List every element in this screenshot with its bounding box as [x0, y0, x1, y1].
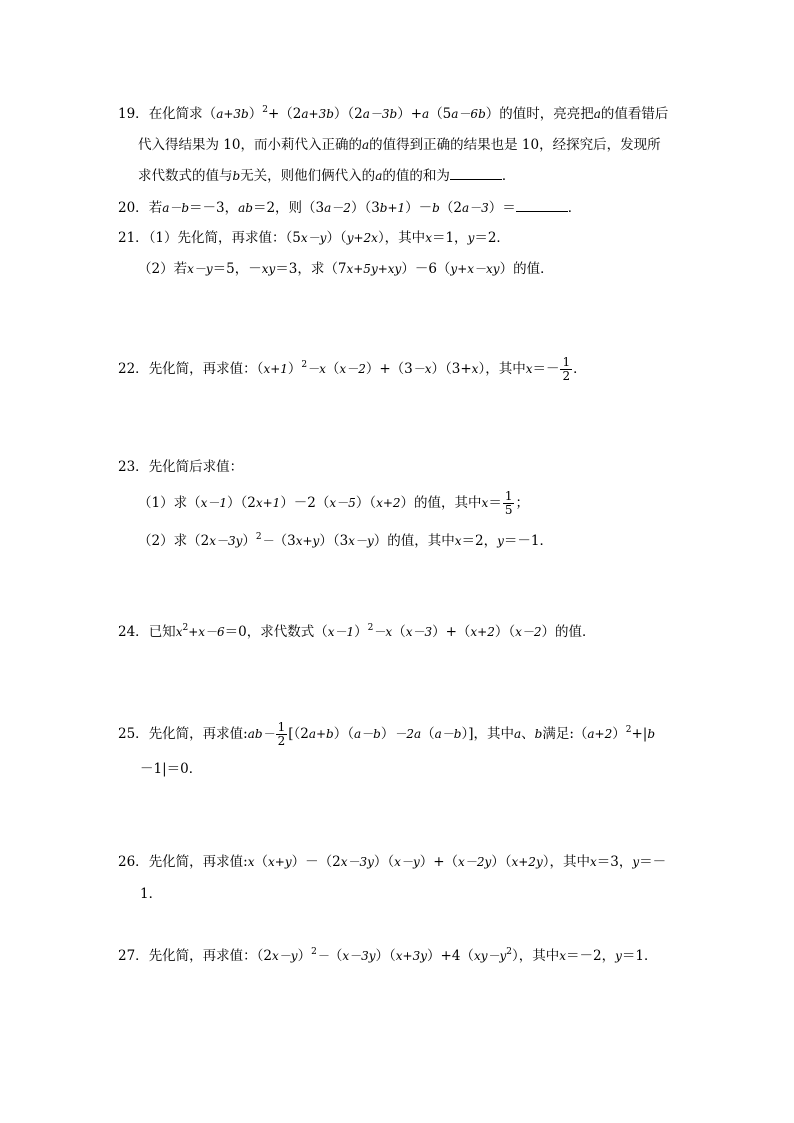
problem-19-line-3: 求代数式的值与b无关，则他们俩代入的a的值的和为 ． [138, 165, 515, 186]
problem-19-line-1: 19．在化简求$(a+3b)^2+(2a+3b)(2a-3b)+a(5a-6b)$的值时，亮亮把a的值看错后 [118, 105, 669, 122]
problem-number: 20． [118, 200, 149, 216]
problem-25-line-2: －1|＝0． [140, 761, 203, 777]
problem-26-line-2: 1． [140, 886, 163, 902]
answer-blank[interactable] [516, 197, 568, 212]
problem-number: 27． [118, 948, 149, 964]
problem-number: 25． [118, 726, 149, 742]
problem-number: 21． [118, 230, 149, 246]
problem-22: 22．先化简，再求值：$(x+1)^2-x(x-2)+(3-x)(3+x)$，其中x＝－ $\frac{1}{2}$ ． [118, 355, 587, 383]
problem-number: 19． [118, 106, 149, 122]
problem-25-line-1: 25．先化简，再求值:ab－ $\frac{1}{2}$ [（2a+b）（a－b）－2a（a－b）]，其中a、b满足$:(a+2)^2+|b$ [118, 720, 656, 748]
fraction-one-fifth: $\frac{1}{5}$ [504, 489, 513, 517]
problem-20: 20．若a－b＝－3，ab＝2，则（3a－2）（3b+1）－b（2a－3）＝ ． [118, 197, 581, 218]
problem-23-part-1: （1）求（x－1）（2x+1）－2（x－5）（x+2）的值，其中x＝ $\frac{1}{5}$ ； [138, 489, 529, 517]
fraction-one-half: $\frac{1}{2}$ [562, 355, 571, 383]
problem-23-heading: 23．先化简后求值： [118, 459, 244, 475]
problem-19-line-2: 代入得结果为 10，而小莉代入正确的a的值得到正确的结果也是 10，经探究后，发现所 [138, 137, 661, 153]
problem-23-part-2: （2）求$(2x-3y)^2-(3x+y)(3x-y)$的值，其中x＝2，y＝－1． [138, 532, 553, 549]
problem-21-part-2: （2）若x－y＝5，－xy＝3，求（7x+5y+xy）－6（y+x－xy）的值． [138, 261, 554, 277]
problem-21-part-1: 21．（1）先化简，再求值：（5x－y）（y+2x），其中x＝1，y＝2． [118, 230, 510, 246]
answer-blank[interactable] [450, 165, 502, 180]
problem-number: 26． [118, 854, 149, 870]
problem-27: 27．先化简，再求值：$(2x-y)^2-(x-3y)(x+3y)+4(xy-y^2)$，其中x＝－2，y＝1． [118, 947, 658, 964]
fraction-one-half: $\frac{1}{2}$ [277, 720, 286, 748]
problem-26-line-1: 26．先化简，再求值:x（x+y）－（2x－3y）（x－y）+（x－2y）（x+2y），其中x＝3，y＝－ [118, 854, 667, 870]
problem-24: 24．已知$x^2+x-6=0$，求代数式$(x-1)^2-x(x-3)+(x+2)(x-2)$的值． [118, 623, 596, 640]
problem-number: 24． [118, 624, 149, 640]
problem-number: 22． [118, 361, 149, 377]
problem-number: 23． [118, 459, 149, 475]
